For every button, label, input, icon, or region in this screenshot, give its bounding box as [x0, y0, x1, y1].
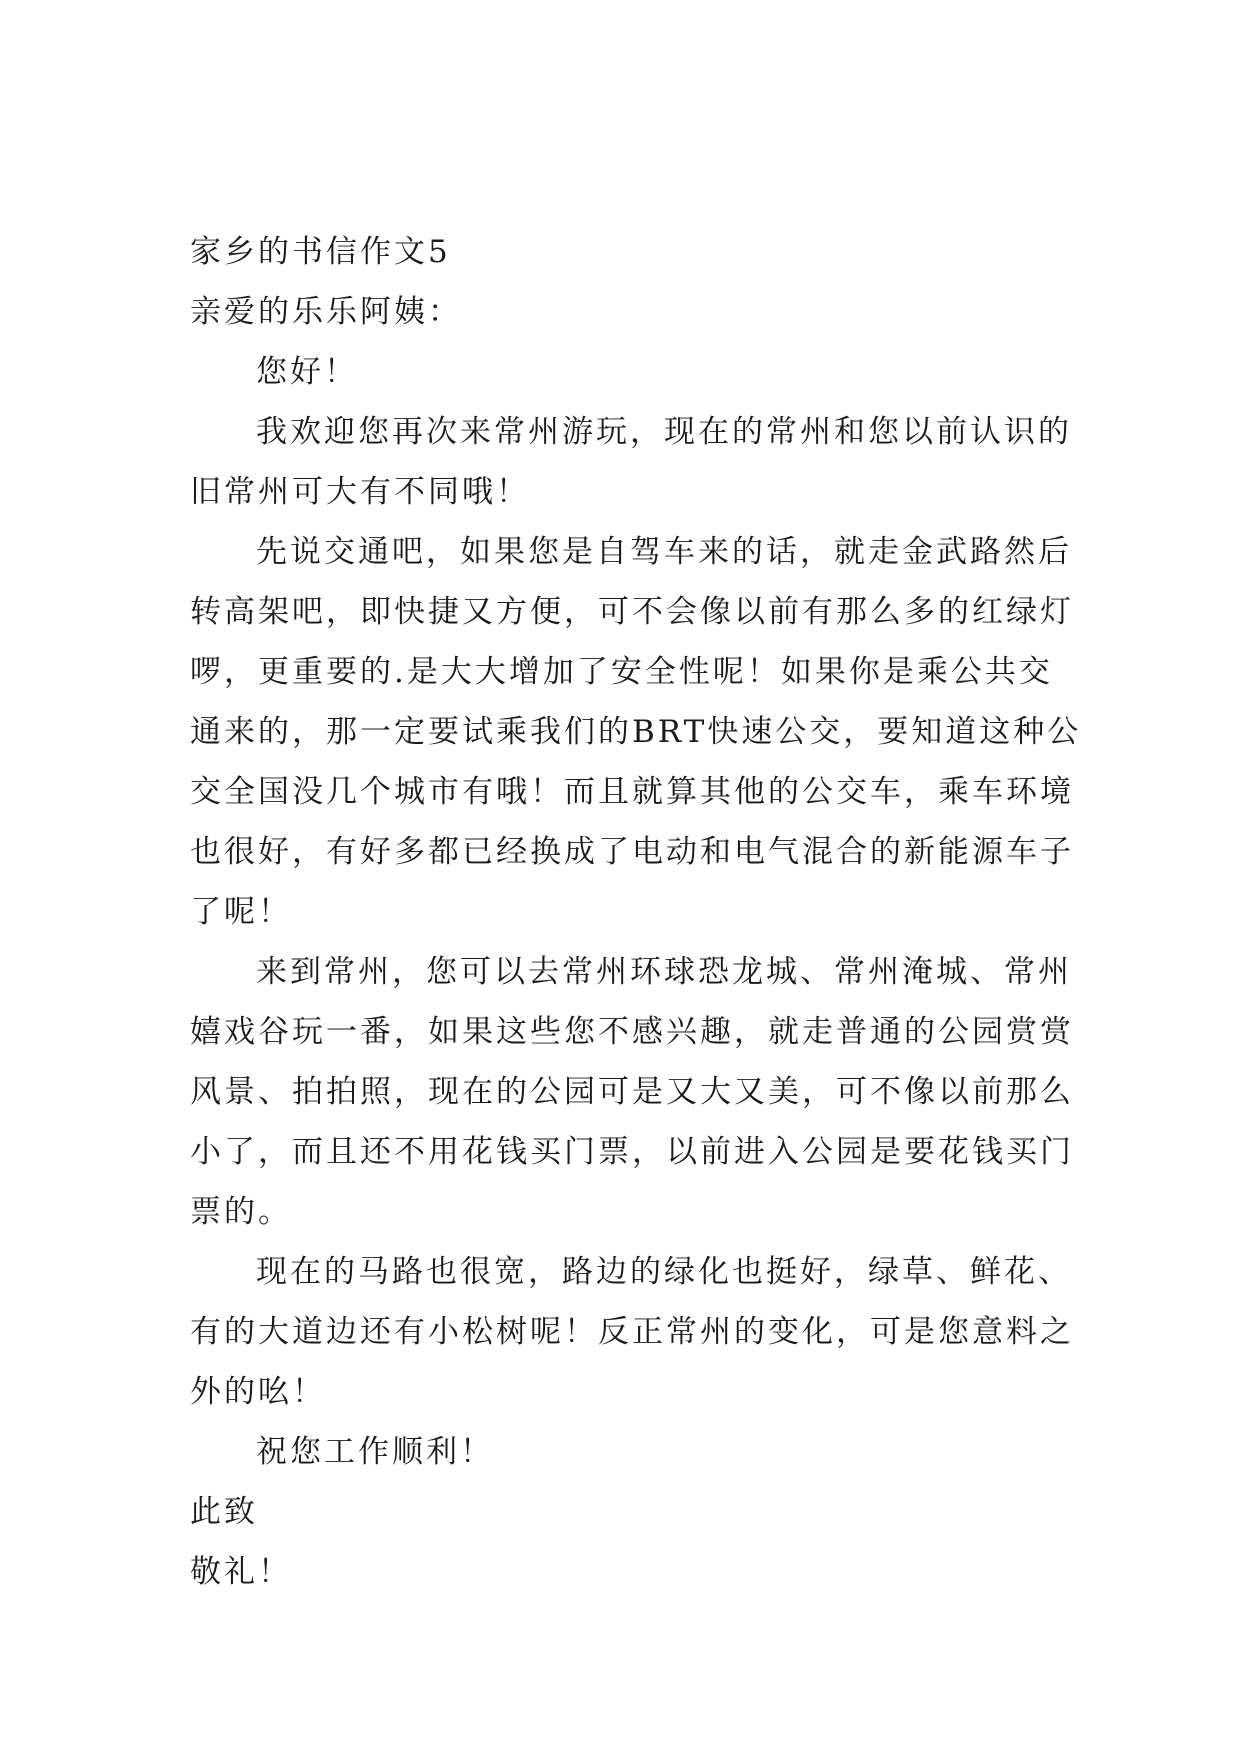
paragraph-line: 也很好，有好多都已经换成了电动和电气混合的新能源车子 — [190, 834, 1074, 870]
salutation: 亲爱的乐乐阿姨： — [190, 294, 462, 330]
paragraph-welcome — [190, 402, 1072, 522]
paragraph-transport — [190, 522, 1082, 942]
paragraph-line: 现在的马路也很宽，路边的绿化也挺好，绿草、鲜花、 — [256, 1254, 1072, 1290]
paragraph-line: 交全国没几个城市有哦！而且就算其他的公交车，乘车环境 — [190, 774, 1074, 810]
paragraph-line: 嬉戏谷玩一番，如果这些您不感兴趣，就走普通的公园赏赏 — [190, 1014, 1074, 1050]
paragraph-line: 转高架吧，即快捷又方便，可不会像以前有那么多的红绿灯 — [190, 594, 1074, 630]
document-title: 家乡的书信作文5 — [190, 234, 451, 270]
paragraph-roads — [190, 1242, 1074, 1422]
closing-regards: 敬礼！ — [190, 1554, 292, 1590]
closing-wish: 祝您工作顺利！ — [256, 1434, 494, 1470]
paragraph-line: 风景、拍拍照，现在的公园可是又大又美，可不像以前那么 — [190, 1074, 1074, 1110]
paragraph-line: 小了，而且还不用花钱买门票，以前进入公园是要花钱买门 — [190, 1134, 1074, 1170]
paragraph-line: 通来的，那一定要试乘我们的BRT快速公交，要知道这种公 — [190, 714, 1082, 750]
paragraph-line: 啰，更重要的.是大大增加了安全性呢！如果你是乘公共交 — [190, 654, 1053, 690]
paragraph-line: 票的。 — [190, 1194, 292, 1230]
paragraph-line: 了呢！ — [190, 894, 292, 930]
paragraph-line: 有的大道边还有小松树呢！反正常州的变化，可是您意料之 — [190, 1314, 1074, 1350]
greeting: 您好！ — [256, 354, 358, 390]
paragraph-line: 我欢迎您再次来常州游玩，现在的常州和您以前认识的 — [256, 414, 1072, 450]
paragraph-line: 来到常州，您可以去常州环球恐龙城、常州淹城、常州 — [256, 954, 1072, 990]
closing-salute: 此致 — [190, 1494, 258, 1530]
letter-body — [190, 222, 1082, 1602]
paragraph-line: 外的吆！ — [190, 1374, 326, 1410]
paragraph-line: 旧常州可大有不同哦！ — [190, 474, 530, 510]
paragraph-line: 先说交通吧，如果您是自驾车来的话，就走金武路然后 — [256, 534, 1072, 570]
paragraph-attractions — [190, 942, 1074, 1242]
